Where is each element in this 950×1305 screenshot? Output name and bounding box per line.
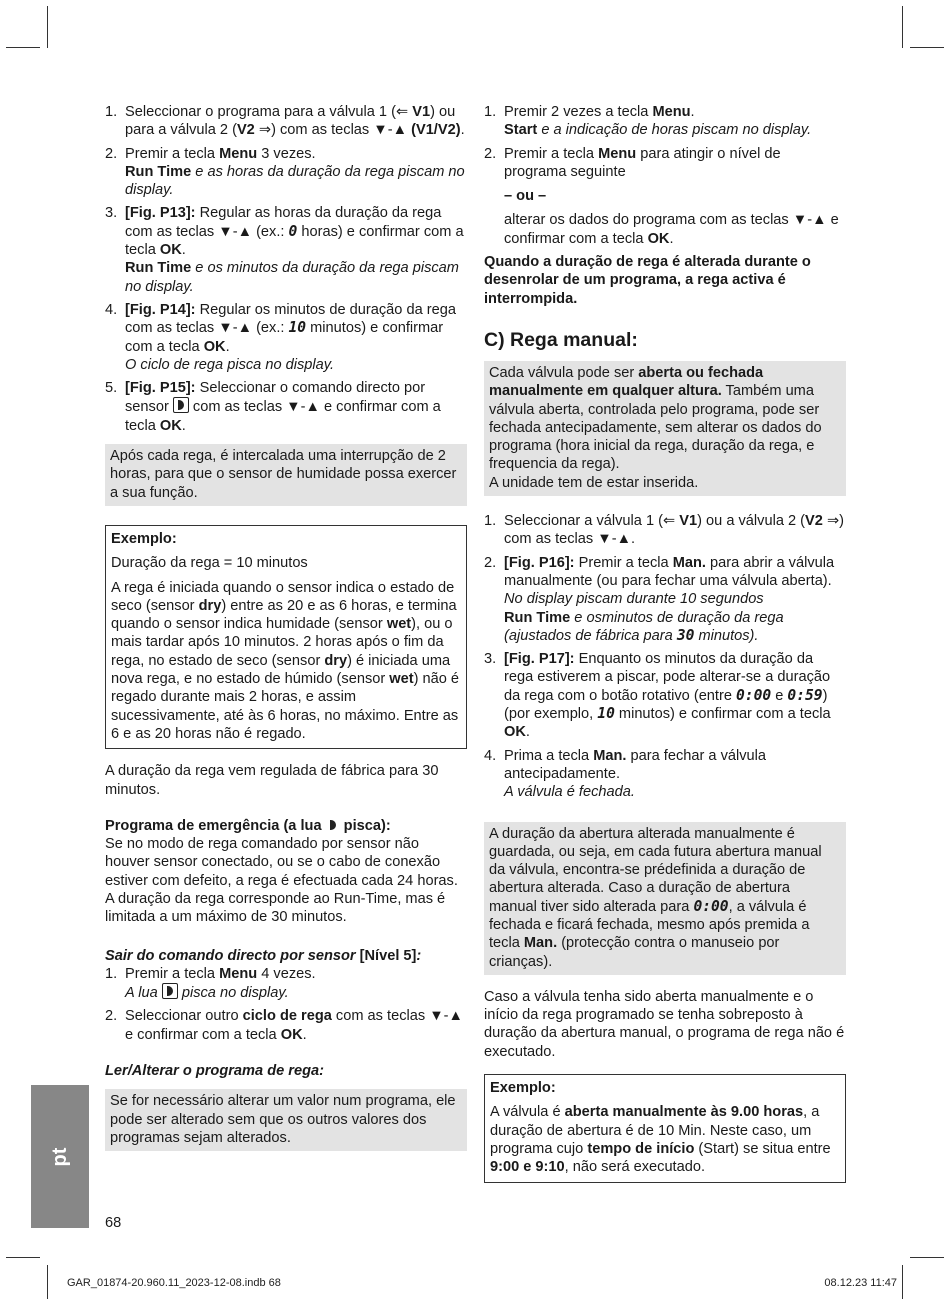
crop-mark — [47, 6, 48, 48]
list-item — [484, 554, 846, 645]
list-item-number: 2. — [484, 554, 497, 571]
crop-mark — [6, 47, 40, 48]
list-item-text: [Fig. P16]: Premir a tecla Man. para abrir a válvula manualmente (ou para fechar uma válvula aberta). No display piscam durante 10 segundos Run Time e osminutos de duração da rega (ajustados de fábrica para 30 minutos). — [504, 554, 835, 644]
moon-sensor-icon — [162, 983, 178, 999]
example-duration: Duração da rega = 10 minutos — [111, 555, 308, 572]
lcd-digits: 10 — [597, 705, 615, 723]
list-item-text: Premir a tecla Menu para atingir o nível de programa seguinte – ou – alterar os dados do programa com as teclas ▼-▲ e confirmar com a tecla OK. — [504, 145, 839, 247]
lcd-digits: 10 — [288, 319, 307, 337]
language-code: pt — [48, 1147, 71, 1166]
example-body-right: A válvula é aberta manualmente às 9.00 horas, a duração de abertura é de 10 Min. Neste caso, um programa cujo tempo de início (Start) se situa entre 9:00 e 9:10, não será executado. — [490, 1104, 831, 1176]
list-item-number: 3. — [105, 205, 118, 222]
factory-setting-text: A duração da rega vem regulada de fábrica para 30 minutos. — [105, 763, 439, 798]
list-item-number: 1. — [484, 513, 497, 530]
list-item-text: Seleccionar outro ciclo de rega com as teclas ▼-▲ e confirmar com a tecla OK. — [125, 1008, 463, 1043]
lcd-digits: 0 — [288, 222, 298, 240]
list-item-text: Seleccionar a válvula 1 (⇐ V1) ou a válvula 2 (V2 ⇒) com as teclas ▼-▲. — [504, 513, 845, 548]
crop-mark — [902, 1265, 903, 1299]
footer-date: 08.12.23 11:47 — [824, 1277, 897, 1289]
lcd-digits: 0:59 — [787, 686, 823, 704]
list-item — [105, 204, 467, 295]
note-saved-duration: A duração da abertura alterada manualmente é guardada, ou seja, em cada futura abertura manual da válvula, encontra-se prédefinida a duração de abertura alterada. Caso a duração de abertura manual tiver sido alterada para 0:00, a válvula é fechada e ficará fechada, mesmo após premida a tecla Man. (protecção contra o manuseio por crianças). — [484, 822, 846, 975]
list-item-text: [Fig. P17]: Enquanto os minutos da duração da rega estiverem a piscar, pode alterar-se a duração da rega com o botão rotativo (entre 0:00 e 0:59) (por exemplo, 10 minutos) e confirmar com a tecla OK. — [504, 651, 831, 741]
list-item — [484, 650, 846, 741]
overlap-text: Caso a válvula tenha sido aberta manualmente e o início da rega programado se tenha sobreposto à duração da abertura manual, o programa de rega não é executado. — [484, 988, 845, 1060]
emergency-title: Programa de emergência (a lua pisca): — [105, 817, 391, 834]
crop-mark — [47, 1265, 48, 1299]
list-item-number: 1. — [105, 965, 118, 982]
list-item — [105, 379, 467, 435]
page-number: 68 — [105, 1215, 122, 1231]
crop-mark — [910, 47, 944, 48]
example-body: A rega é iniciada quando o sensor indica o estado de seco (sensor dry) entre as 20 e as 6 horas, e termina quando o sensor indica humidade (sensor wet), ou o mais tardar após 10 minutos. 2 horas após o fim da rega, no estado de seco (sensor dry) é iniciada uma nova rega, e no estado de húmido (sensor wet) não é regado durante mais 2 horas, e assim sucessivamente, até às 6 horas, no máximo. Entre as 6 e as 20 horas não é regado. — [111, 579, 460, 742]
list-item — [105, 103, 467, 140]
note-interruption: Após cada rega, é intercalada uma interrupção de 2 horas, para que o sensor de humidade possa exercer a sua função. — [105, 444, 467, 506]
list-item — [105, 1007, 467, 1044]
footer-file: GAR_01874-20.960.11_2023-12-08.indb 68 — [67, 1277, 281, 1289]
list-item-text: Seleccionar o programa para a válvula 1 (⇐ V1) ou para a válvula 2 (V2 ⇒) com as teclas ▼-▲ (V1/V2). — [125, 104, 465, 139]
lcd-digits: 30 — [676, 626, 695, 644]
lcd-digits: 0:00 — [693, 897, 729, 915]
program-steps-list — [105, 103, 467, 435]
list-item-number: 4. — [484, 747, 497, 764]
list-item — [105, 965, 467, 1003]
list-item-number: 1. — [105, 104, 118, 120]
list-item-text: Premir a tecla Menu 3 vezes. Run Time e as horas da duração da rega piscam no display. — [125, 145, 465, 199]
note-manual: Cada válvula pode ser aberta ou fechada manualmente em qualquer altura. Também uma válvula aberta, controlada pelo programa, pode ser fechada antecipadamente, sem alterar os dados do programa (hora inicial da rega, duração da rega, e frequencia da rega). A unidade tem de estar inserida. — [484, 361, 846, 496]
list-item-text: Premir 2 vezes a tecla Menu. Start e a indicação de horas piscam no display. — [504, 104, 812, 139]
section-heading-manual: C) Rega manual: — [484, 328, 638, 351]
note-change-value: Se for necessário alterar um valor num programa, ele pode ser alterado sem que os outros valores dos programas sejam alterados. — [105, 1089, 467, 1151]
example-title-right: Exemplo: — [490, 1080, 556, 1097]
list-item — [105, 301, 467, 374]
crop-mark — [902, 6, 903, 48]
list-item-number: 2. — [105, 1008, 118, 1025]
example-box — [105, 525, 467, 749]
list-item-text: [Fig. P13]: Regular as horas da duração da rega com as teclas ▼-▲ (ex.: 0 horas) e confirmar com a tecla OK. Run Time e os minutos da duração da rega piscam no display. — [125, 205, 464, 295]
list-item-text: [Fig. P15]: Seleccionar o comando directo por sensor com as teclas ▼-▲ e confirmar com a tecla OK. — [125, 380, 441, 434]
start-steps-list — [484, 103, 846, 248]
emergency-body: Se no modo de rega comandado por sensor não houver sensor conectado, ou se o cabo de conexão estiver com defeito, a rega é efectuada cada 24 horas. A duração da rega corresponde ao Run-Time, mas é limitada a um máximo de 30 minutos. — [105, 836, 458, 926]
crop-mark — [6, 1257, 40, 1258]
right-column — [484, 103, 846, 1183]
list-item-text: [Fig. P14]: Regular os minutos de duração da rega com as teclas ▼-▲ (ex.: 10 minutos) e confirmar com a tecla OK. O ciclo de rega pisca no display. — [125, 301, 456, 373]
moon-sensor-icon — [326, 818, 340, 832]
list-item — [484, 747, 846, 802]
list-item-number: 1. — [484, 104, 497, 120]
read-program-title: Ler/Alterar o programa de rega: — [105, 1063, 324, 1080]
list-item-number: 5. — [105, 380, 118, 397]
exit-sensor-title: Sair do comando directo por sensor [Nível 5]: — [105, 947, 422, 964]
list-item — [105, 145, 467, 200]
list-item — [484, 512, 846, 549]
warning-text: Quando a duração de rega é alterada durante o desenrolar de um programa, a rega activa é interrompida. — [484, 254, 811, 307]
list-item-number: 4. — [105, 301, 118, 318]
example-title: Exemplo: — [111, 530, 177, 547]
list-item-text: Prima a tecla Man. para fechar a válvula antecipadamente. A válvula é fechada. — [504, 747, 767, 801]
list-item-number: 2. — [105, 145, 118, 162]
crop-mark — [910, 1257, 944, 1258]
example-box-right — [484, 1074, 846, 1182]
list-item-number: 3. — [484, 651, 497, 668]
manual-steps-list — [484, 512, 846, 801]
list-item-number: 2. — [484, 145, 497, 162]
list-item-text: Premir a tecla Menu 4 vezes. A lua pisca no display. — [125, 965, 316, 1002]
moon-sensor-icon — [173, 397, 189, 413]
list-item — [484, 145, 846, 248]
lcd-digits: 0:00 — [736, 686, 772, 704]
left-column — [105, 103, 467, 1151]
exit-steps-list — [105, 965, 467, 1044]
language-tab — [31, 1085, 89, 1228]
list-item — [484, 103, 846, 140]
